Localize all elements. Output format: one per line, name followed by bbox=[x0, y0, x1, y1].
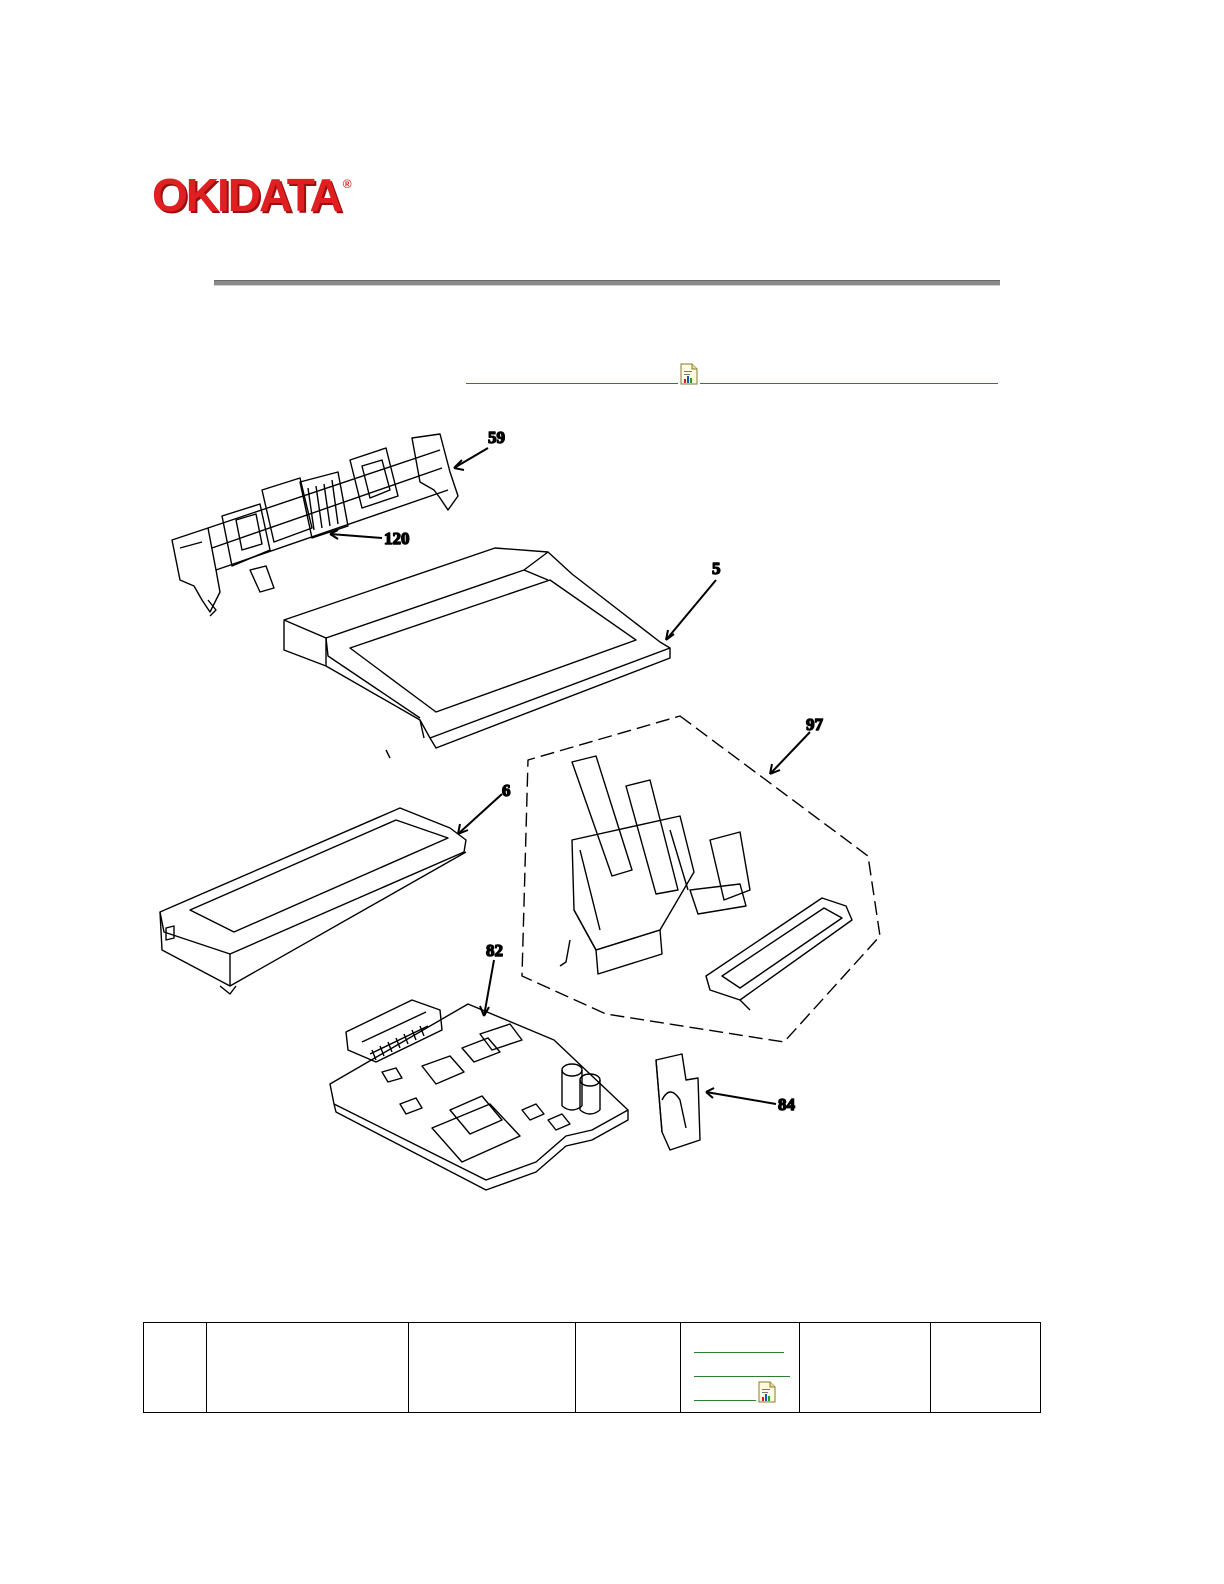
table-link-1[interactable] bbox=[694, 1352, 784, 1353]
okidata-logo bbox=[152, 169, 350, 221]
horizontal-divider bbox=[214, 280, 1000, 286]
document-chart-icon[interactable] bbox=[758, 1381, 776, 1403]
table-cell bbox=[409, 1323, 576, 1413]
parts-table bbox=[143, 1322, 1041, 1413]
callout-120: 120 bbox=[384, 529, 410, 548]
exploded-parts-diagram bbox=[150, 420, 1030, 1210]
table-cell bbox=[576, 1323, 681, 1413]
table-cell bbox=[207, 1323, 409, 1413]
kit-97-outline bbox=[522, 716, 880, 1042]
callout-5: 5 bbox=[712, 559, 721, 578]
callout-59: 59 bbox=[488, 428, 505, 447]
registered-mark: ® bbox=[342, 177, 350, 191]
callout-82: 82 bbox=[486, 941, 503, 960]
document-chart-icon[interactable] bbox=[680, 363, 698, 385]
callout-97: 97 bbox=[806, 715, 823, 734]
table-cell bbox=[144, 1323, 207, 1413]
control-board bbox=[330, 1000, 628, 1190]
top-cover bbox=[284, 548, 670, 758]
top-link-left[interactable] bbox=[466, 383, 678, 384]
tractor-assembly bbox=[172, 434, 458, 616]
top-link-right[interactable] bbox=[700, 383, 998, 384]
table-link-3[interactable] bbox=[694, 1400, 756, 1401]
callout-84: 84 bbox=[778, 1095, 795, 1114]
bracket-84 bbox=[656, 1054, 700, 1150]
table-link-2[interactable] bbox=[694, 1376, 790, 1377]
table-cell bbox=[931, 1323, 1041, 1413]
table-row bbox=[144, 1323, 1041, 1413]
callout-6: 6 bbox=[502, 781, 511, 800]
table-cell bbox=[800, 1323, 931, 1413]
logo-text: OKIDATA bbox=[152, 169, 341, 221]
access-cover bbox=[160, 808, 466, 994]
table-cell-links bbox=[681, 1323, 800, 1413]
